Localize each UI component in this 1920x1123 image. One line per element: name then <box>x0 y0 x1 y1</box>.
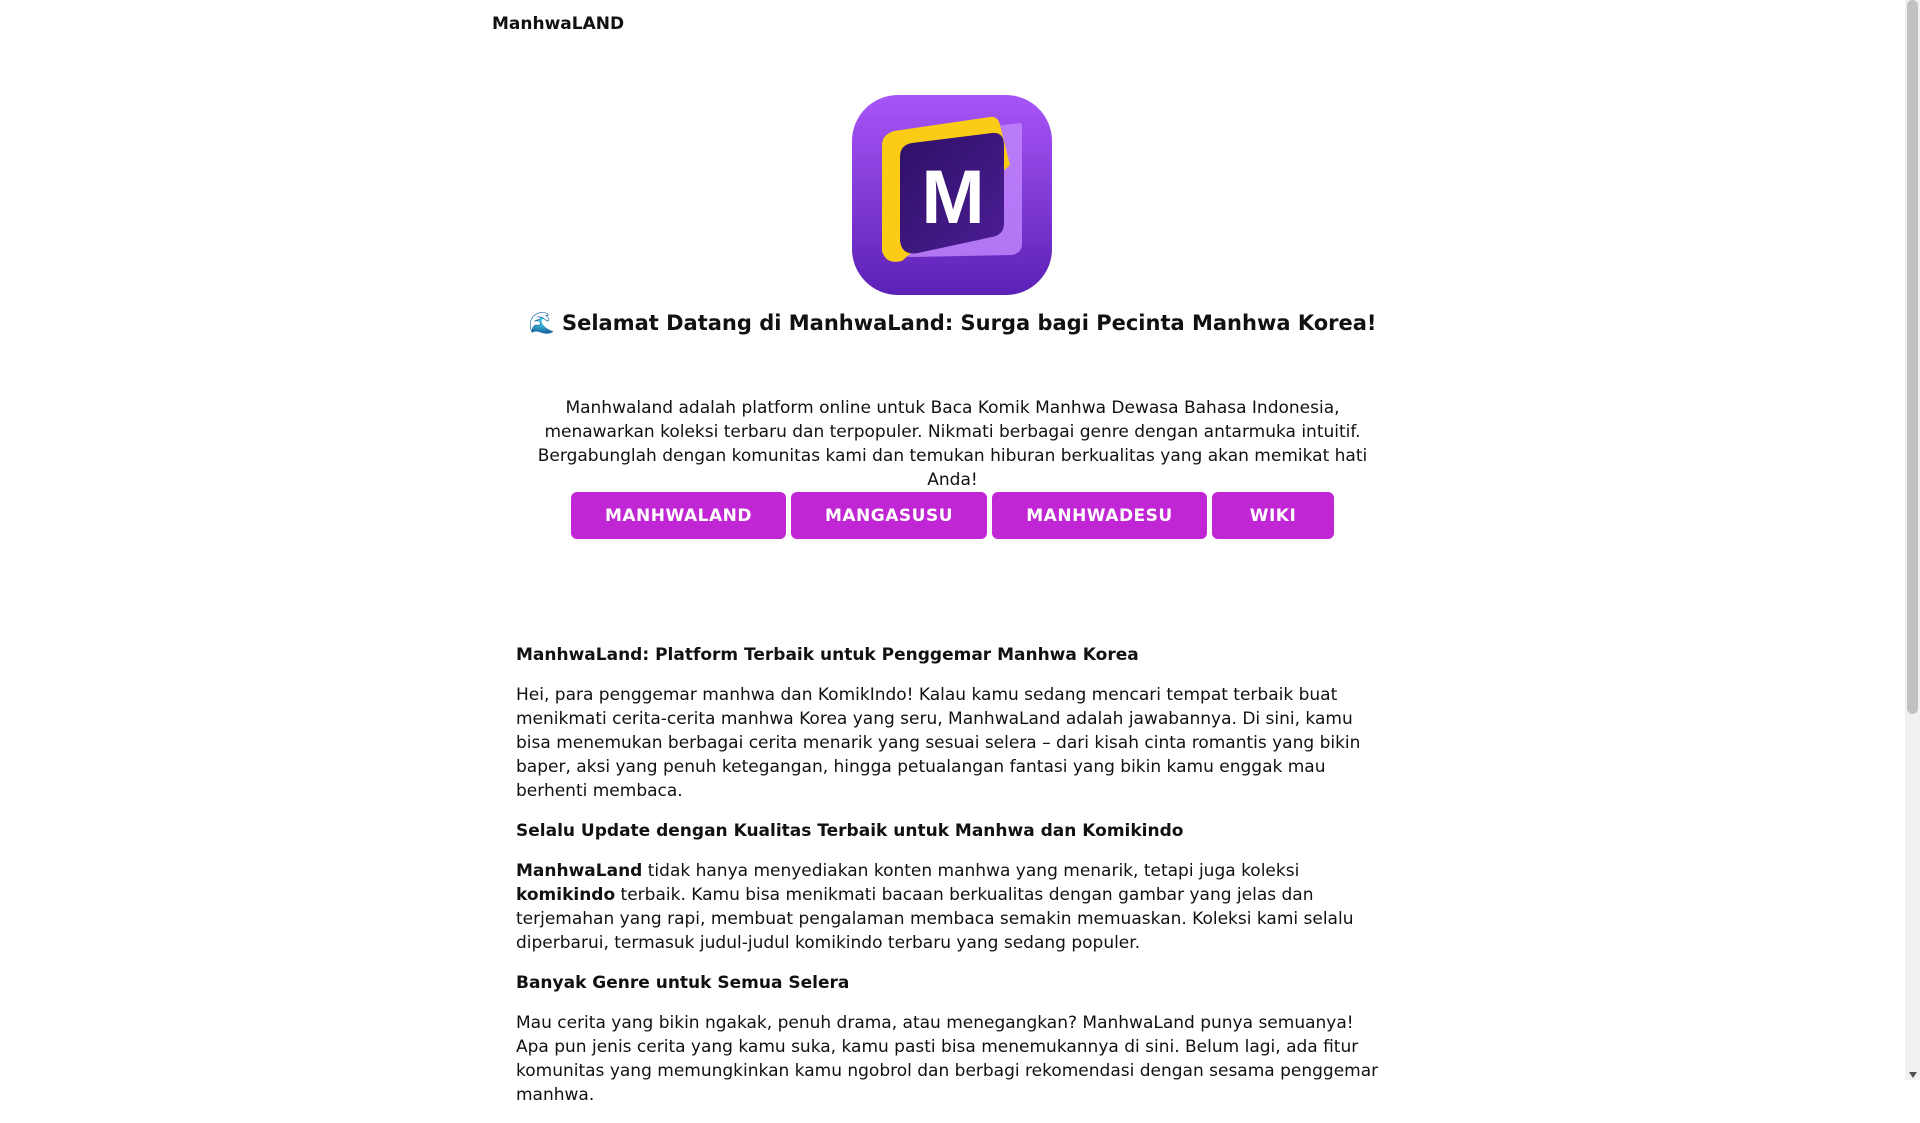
manhwaland-logo-icon <box>852 95 1052 295</box>
mangasusu-button[interactable]: MANGASUSU <box>791 492 987 539</box>
manhwadesu-button[interactable]: MANHWADESU <box>992 492 1207 539</box>
article-paragraph-intro: Hei, para penggemar manhwa dan KomikIndo! Kalau kamu sedang mencari tempat terbaik buat menikmati cerita-cerita manhwa Korea yang seru, ManhwaLand adalah jawabannya. Di sini, kamu bisa menemukan berbagai cerita menarik yang sesuai selera – dari kisah cinta romantis yang bikin baper, aksi yang penuh ketegangan, hingga petualangan fantasi yang bikin kamu enggak mau berhenti membaca. <box>516 685 1361 801</box>
hero-description: Manhwaland adalah platform online untuk Baca Komik Manhwa Dewasa Bahasa Indonesia, menawarkan koleksi terbaru dan terpopuler. Nikmati berbagai genre dengan antarmuka intuitif. Bergabunglah dengan komunitas kami dan temukan hiburan berkualitas yang akan memikat hati Anda! <box>537 398 1368 490</box>
manhwaland-button[interactable]: MANHWALAND <box>571 492 786 539</box>
site-name[interactable]: ManhwaLAND <box>492 14 625 34</box>
vertical-scrollbar[interactable] <box>1905 0 1920 1080</box>
paragraph-text-part: tidak hanya menyediakan konten manhwa yang menarik, tetapi juga koleksi <box>642 861 1300 881</box>
article-heading-update: Selalu Update dengan Kualitas Terbaik untuk Manhwa dan Komikindo <box>516 821 1184 841</box>
article <box>516 643 1390 1123</box>
article-heading-platform: ManhwaLand: Platform Terbaik untuk Penggemar Manhwa Korea <box>516 645 1139 665</box>
logo-letter: M <box>921 155 985 240</box>
scroll-down-arrow-icon[interactable] <box>1909 1072 1917 1078</box>
article-heading-genre: Banyak Genre untuk Semua Selera <box>516 973 850 993</box>
article-paragraph-update <box>516 859 1390 955</box>
scrollbar-thumb[interactable] <box>1907 0 1918 714</box>
paragraph-text-part: terbaik. Kamu bisa menikmati bacaan berkualitas dengan gambar yang jelas dan terjemahan yang rapi, membuat pengalaman membaca semakin memuaskan. Koleksi kami selalu diperbarui, termasuk judul-judul komikindo terbaru yang sedang populer. <box>516 885 1354 953</box>
bold-manhwaland: ManhwaLand <box>516 861 643 881</box>
bold-komikindo: komikindo <box>516 885 616 905</box>
wiki-button[interactable]: WIKI <box>1212 492 1334 539</box>
hero-title: 🌊 Selamat Datang di ManhwaLand: Surga bagi Pecinta Manhwa Korea! <box>528 311 1377 335</box>
nav-buttons <box>0 492 1905 539</box>
article-paragraph-genre: Mau cerita yang bikin ngakak, penuh drama, atau menegangkan? ManhwaLand punya semuanya! Apa pun jenis cerita yang kamu suka, kamu pasti bisa menemukannya di sini. Belum lagi, ada fitur komunitas yang memungkinkan kamu ngobrol dan berbagi rekomendasi dengan sesama penggemar manhwa. <box>516 1013 1379 1105</box>
